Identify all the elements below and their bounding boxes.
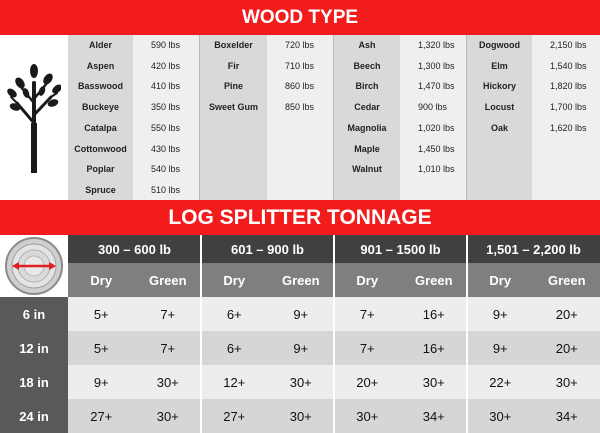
- wood-row: [334, 56, 466, 77]
- wood-weight: 550 lbs: [151, 122, 181, 133]
- group-separator: [200, 235, 202, 433]
- wood-name: Maple: [354, 143, 380, 154]
- tonnage-value: 5+: [68, 297, 135, 331]
- green-header: Green: [135, 263, 202, 297]
- weight-range-header: 901 – 1500 lb: [334, 235, 467, 263]
- wood-weight: 1,010 lbs: [418, 164, 455, 175]
- wood-weight: 1,320 lbs: [418, 40, 455, 50]
- wood-row: [68, 118, 199, 139]
- wood-weight: 1,020 lbs: [418, 122, 455, 133]
- group-separator: [333, 235, 335, 433]
- tonnage-value: 30+: [268, 399, 335, 433]
- log-size-label: 6 in: [0, 297, 68, 331]
- wood-name: Dogwood: [479, 40, 520, 50]
- tonnage-value: 12+: [201, 365, 268, 399]
- wood-name: Catalpa: [84, 122, 117, 133]
- tonnage-value: 9+: [467, 331, 534, 365]
- tonnage-value: 9+: [268, 297, 335, 331]
- wood-name: Alder: [88, 40, 112, 50]
- log-size-label: 24 in: [0, 399, 68, 433]
- wood-weight: 590 lbs: [151, 40, 181, 50]
- tonnage-value: 6+: [201, 331, 268, 365]
- wood-weight: 1,540 lbs: [550, 60, 587, 71]
- wood-name: Oak: [490, 122, 508, 133]
- wood-row: [334, 97, 466, 118]
- wood-row: [68, 56, 199, 77]
- wood-name: Buckeye: [81, 102, 120, 113]
- wood-weight: 720 lbs: [285, 40, 315, 50]
- tonnage-value: 6+: [201, 297, 268, 331]
- weight-range-header: 1,501 – 2,200 lb: [467, 235, 600, 263]
- wood-weight: 420 lbs: [151, 60, 181, 71]
- wood-name: Basswood: [77, 81, 123, 92]
- wood-row: [334, 118, 466, 139]
- wood-row: [467, 97, 600, 118]
- wood-row: [68, 159, 199, 180]
- tonnage-value: 7+: [334, 297, 401, 331]
- wood-name: Walnut: [352, 164, 382, 175]
- wood-weight: 710 lbs: [285, 60, 315, 71]
- weight-range-header: 601 – 900 lb: [201, 235, 334, 263]
- log-size-label: 12 in: [0, 331, 68, 365]
- wood-row: [467, 35, 600, 56]
- wood-row: [467, 118, 600, 139]
- wood-weight: 900 lbs: [418, 102, 448, 113]
- tonnage-value: 20+: [534, 297, 600, 331]
- wood-name: Birch: [355, 81, 379, 92]
- wood-weight: 860 lbs: [285, 81, 315, 92]
- weight-range-header: 300 – 600 lb: [68, 235, 201, 263]
- tonnage-value: 9+: [68, 365, 135, 399]
- tonnage-value: 16+: [401, 297, 468, 331]
- tonnage-value: 27+: [68, 399, 135, 433]
- wood-name: Fir: [227, 60, 240, 71]
- wood-name: Boxelder: [214, 40, 253, 50]
- wood-name: Locust: [484, 102, 515, 113]
- tonnage-value: 34+: [534, 399, 600, 433]
- wood-name: Spruce: [85, 184, 116, 195]
- tonnage-value: 30+: [401, 365, 468, 399]
- green-header: Green: [401, 263, 468, 297]
- tonnage-value: 30+: [135, 399, 202, 433]
- tonnage-value: 30+: [135, 365, 202, 399]
- dry-header: Dry: [201, 263, 268, 297]
- tonnage-value: 7+: [135, 331, 202, 365]
- tonnage-value: 20+: [334, 365, 401, 399]
- wood-row: [200, 76, 333, 97]
- wood-weight: 540 lbs: [151, 164, 181, 175]
- wood-row: [334, 76, 466, 97]
- wood-row: [68, 97, 199, 118]
- tonnage-value: 27+: [201, 399, 268, 433]
- tree-icon: [0, 35, 68, 200]
- wood-name: Cottonwood: [74, 143, 127, 154]
- wood-row: [200, 35, 333, 56]
- wood-weight: 410 lbs: [151, 81, 181, 92]
- tonnage-value: 30+: [334, 399, 401, 433]
- wood-name: Cedar: [354, 102, 380, 113]
- log-size-label: 18 in: [0, 365, 68, 399]
- wood-row: [200, 56, 333, 77]
- tonnage-table: [0, 235, 600, 433]
- tonnage-value: 7+: [334, 331, 401, 365]
- log-splitter-tonnage-title: LOG SPLITTER TONNAGE: [168, 205, 432, 229]
- wood-weight: 2,150 lbs: [550, 40, 587, 50]
- wood-name: Sweet Gum: [208, 102, 258, 113]
- wood-weight: 350 lbs: [151, 102, 181, 113]
- tonnage-value: 30+: [467, 399, 534, 433]
- tonnage-value: 34+: [401, 399, 468, 433]
- wood-name: Ash: [358, 40, 376, 50]
- tonnage-value: 7+: [135, 297, 202, 331]
- dry-header: Dry: [68, 263, 135, 297]
- wood-weight: 1,300 lbs: [418, 60, 455, 71]
- wood-type-banner: [0, 0, 600, 35]
- wood-name: Elm: [491, 60, 508, 71]
- wood-row: [200, 97, 333, 118]
- tonnage-value: 16+: [401, 331, 468, 365]
- dry-header: Dry: [467, 263, 534, 297]
- wood-weight: 1,470 lbs: [418, 81, 455, 92]
- wood-weight: 430 lbs: [151, 143, 181, 154]
- wood-row: [334, 139, 466, 160]
- tonnage-value: 9+: [268, 331, 335, 365]
- wood-row: [467, 56, 600, 77]
- wood-weight: 1,820 lbs: [550, 81, 587, 92]
- wood-name: Aspen: [86, 60, 115, 71]
- wood-name: Pine: [223, 81, 243, 92]
- wood-row: [68, 180, 199, 201]
- wood-weight: 1,450 lbs: [418, 143, 455, 154]
- wood-row: [68, 35, 199, 56]
- green-header: Green: [534, 263, 600, 297]
- tonnage-value: 30+: [268, 365, 335, 399]
- wood-type-table: [0, 35, 600, 200]
- dry-header: Dry: [334, 263, 401, 297]
- wood-weight: 1,620 lbs: [550, 122, 587, 133]
- wood-name: Hickory: [482, 81, 517, 92]
- wood-row: [467, 76, 600, 97]
- wood-weight: 1,700 lbs: [550, 102, 587, 113]
- wood-type-title: WOOD TYPE: [241, 6, 359, 28]
- wood-row: [68, 139, 199, 160]
- tonnage-value: 5+: [68, 331, 135, 365]
- wood-row: [334, 35, 466, 56]
- log-splitter-tonnage-banner: [0, 200, 600, 235]
- log-icon: [0, 235, 68, 297]
- wood-row: [68, 76, 199, 97]
- tonnage-value: 20+: [534, 331, 600, 365]
- wood-name: Poplar: [86, 164, 115, 175]
- wood-name: Magnolia: [347, 122, 387, 133]
- wood-name: Beech: [353, 60, 381, 71]
- green-header: Green: [268, 263, 335, 297]
- tonnage-value: 30+: [534, 365, 600, 399]
- tonnage-value: 9+: [467, 297, 534, 331]
- wood-row: [334, 159, 466, 180]
- wood-weight: 850 lbs: [285, 102, 315, 113]
- group-separator: [466, 235, 468, 433]
- tonnage-value: 22+: [467, 365, 534, 399]
- wood-weight: 510 lbs: [151, 184, 181, 195]
